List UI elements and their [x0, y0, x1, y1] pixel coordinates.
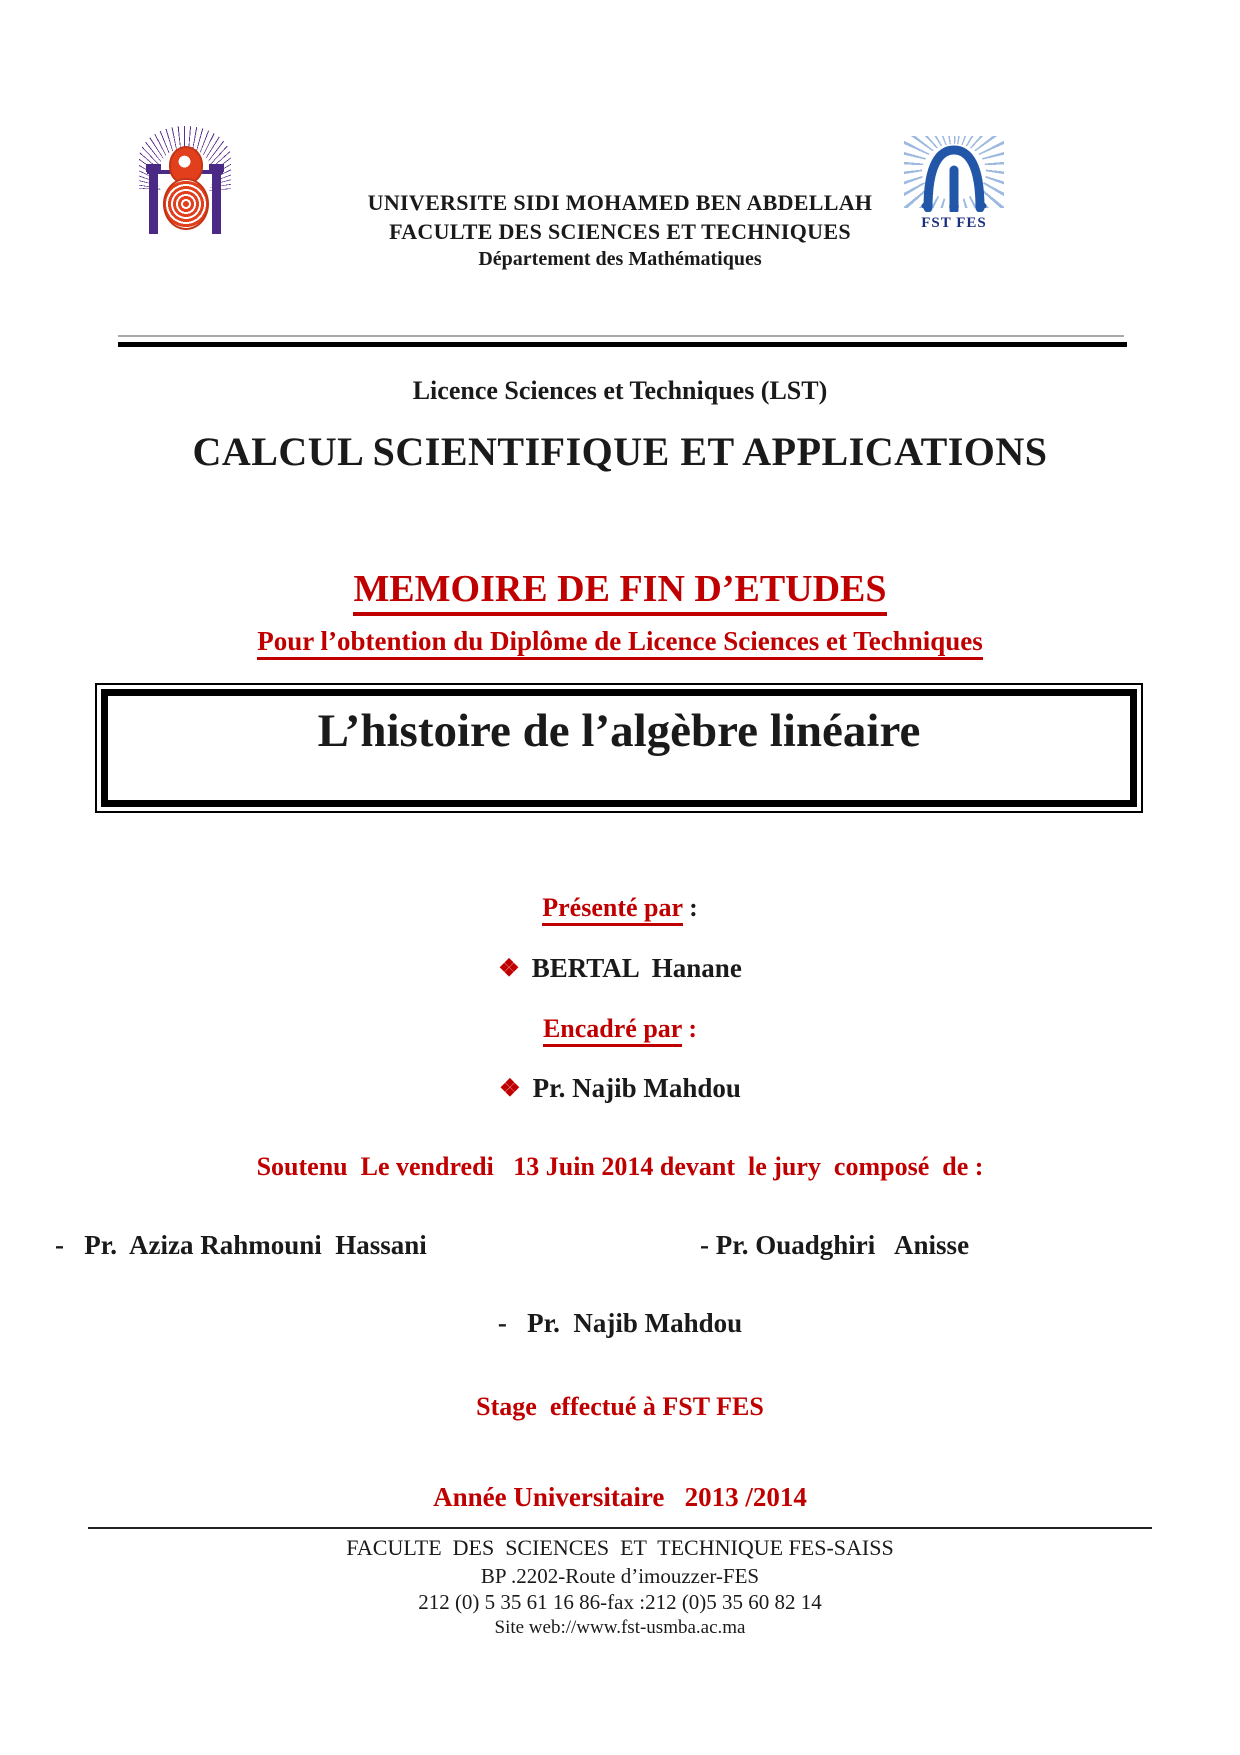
program-track-line: CALCUL SCIENTIFIQUE ET APPLICATIONS: [192, 429, 1048, 474]
university-name: UNIVERSITE SIDI MOHAMED BEN ABDELLAH: [367, 190, 873, 215]
supervisor-name: Pr. Najib Mahdou: [532, 1073, 741, 1103]
thesis-title-box: [95, 683, 1143, 813]
department-name: Département des Mathématiques: [478, 248, 762, 271]
supervised-by-colon: :: [681, 1014, 698, 1043]
academic-year-line: Année Universitaire 2013 /2014: [433, 1482, 807, 1512]
presented-by-row: [0, 893, 1240, 923]
stage-line: Stage effectué à FST FES: [476, 1392, 764, 1421]
student-name: BERTAL Hanane: [531, 953, 742, 983]
program-lst-line: Licence Sciences et Techniques (LST): [412, 376, 828, 405]
supervised-by-row: [0, 1014, 1240, 1044]
diamond-bullet-icon: ❖: [498, 956, 520, 982]
supervisor-row: [0, 1073, 1240, 1104]
jury-member-right: - Pr. Ouadghiri Anisse: [700, 1230, 970, 1260]
defense-line: Soutenu Le vendredi 13 Juin 2014 devant le jury composé de :: [256, 1152, 984, 1181]
memoire-heading: [0, 567, 1240, 611]
memoire-subheading-text: Pour l’obtention du Diplôme de Licence Sciences et Techniques: [257, 626, 983, 660]
supervised-by-label: Encadré par: [543, 1014, 682, 1047]
thesis-title: L’histoire de l’algèbre linéaire: [317, 705, 921, 757]
memoire-subheading: [0, 626, 1240, 657]
footer-divider: [88, 1527, 1152, 1529]
student-row: [0, 953, 1240, 984]
footer-website-line: Site web://www.fst-usmba.ac.ma: [494, 1617, 746, 1638]
fst-fes-label: FST FES: [921, 215, 987, 231]
institution-block: [0, 188, 1240, 272]
presented-by-label: Présenté par: [542, 893, 682, 926]
header-divider-thin: [118, 335, 1124, 337]
footer-address-line: BP .2202-Route d’imouzzer-FES: [480, 1564, 760, 1588]
faculty-name: FACULTE DES SCIENCES ET TECHNIQUES: [389, 219, 851, 245]
presented-by-colon: :: [682, 893, 698, 922]
header-divider-thick: [118, 342, 1127, 347]
diamond-bullet-icon: ❖: [499, 1076, 521, 1102]
jury-member-center: - Pr. Najib Mahdou: [497, 1308, 743, 1338]
thesis-title-box-inner: [101, 689, 1137, 807]
footer-faculty-line: FACULTE DES SCIENCES ET TECHNIQUE FES-SAISS: [346, 1535, 894, 1560]
memoire-heading-text: MEMOIRE DE FIN D’ETUDES: [353, 568, 886, 616]
footer-phone-line: 212 (0) 5 35 61 16 86-fax :212 (0)5 35 60 82 14: [418, 1590, 822, 1614]
jury-member-left: - Pr. Aziza Rahmouni Hassani: [55, 1230, 427, 1260]
